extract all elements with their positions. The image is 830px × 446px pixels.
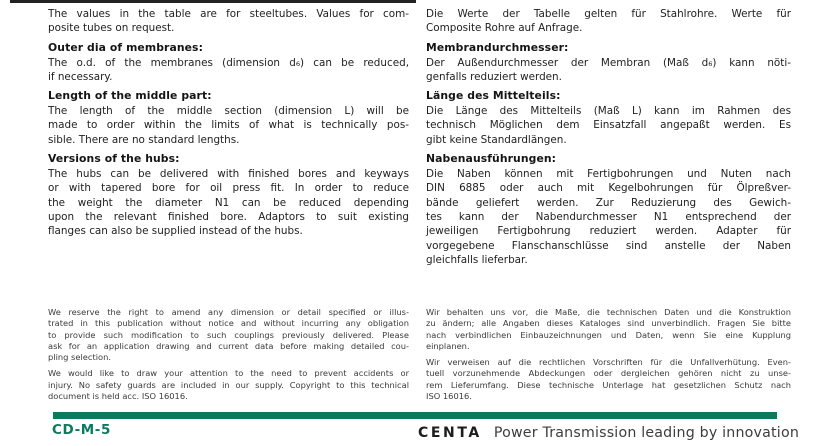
text-line: We reserve the right to amend any dimension or detail specified or illus- — [48, 307, 409, 317]
centa-logo: CENTA — [418, 425, 482, 441]
section-heading: Nabenausführungen: — [426, 152, 557, 166]
text-line: flanges can also be supplied instead of the hubs. — [48, 225, 303, 238]
paragraph — [426, 307, 791, 352]
text-line: pling selection. — [48, 352, 111, 363]
paragraph — [426, 167, 791, 267]
text-line: to provide such modification to such couplings previously delivered. Please — [48, 329, 409, 340]
text-line: DIN 6885 oder auch mit Kegelbohrungen für Ölpreßver- — [426, 182, 791, 195]
text-line: We would like to draw your attention to the need to prevent accidents or — [48, 368, 409, 379]
section-heading: Outer dia of membranes: — [48, 40, 203, 54]
text-line: zu ändern; alle Angaben dieses Kataloges sind unverbindlich. Fragen Sie bitte — [426, 318, 791, 329]
text-line: injury. No safety guards are included in our supply. Copyright to this technical — [48, 379, 409, 390]
paragraph — [48, 56, 409, 85]
document-code: CD-M-5 — [52, 422, 111, 438]
text-line: trated in this publication without notice and without incurring any obligation — [48, 318, 409, 329]
text-line: upon the relevant finished bore. Adaptors to suit existing — [48, 210, 409, 223]
text-line: Der Außendurchmesser der Membran (Maß d₆) kann nöti- — [426, 56, 791, 69]
paragraph — [48, 7, 409, 36]
text-line: The values in the table are for steeltubes. Values for com- — [48, 8, 409, 20]
text-line: bände geliefert werden. Zur Reduzierung des Gewich- — [426, 196, 791, 209]
text-line: ISO 16016. — [426, 391, 472, 402]
paragraph — [48, 104, 409, 147]
text-line: The length of the middle section (dimension L) will be — [48, 105, 409, 118]
brand-tagline: Power Transmission leading by innovation — [493, 425, 800, 441]
text-line: vorgegebene Flanschanschlüsse sind anstelle der Naben — [426, 239, 791, 252]
english-fine-print — [48, 307, 409, 407]
text-line: the weight the diameter N1 can be reduced depending — [48, 196, 409, 209]
section-heading: Membrandurchmesser: — [426, 40, 569, 54]
section-heading: Length of the middle part: — [48, 89, 212, 103]
fine-print-area — [48, 307, 791, 407]
german-column — [426, 7, 791, 271]
cropped-table-border — [10, 0, 416, 3]
paragraph — [426, 104, 791, 147]
section-heading: Länge des Mittelteils: — [426, 89, 561, 103]
paragraph — [426, 56, 791, 85]
text-line: document is held acc. ISO 16016. — [48, 391, 188, 402]
text-line: if necessary. — [48, 70, 113, 83]
text-line: The hubs can be delivered with finished bores and keyways — [48, 168, 409, 181]
text-line: technisch Möglichen dem Einsatzfall angepaßt werden. Es — [426, 119, 791, 132]
footer-rule — [53, 412, 777, 419]
text-line: Composite Rohre auf Anfrage. — [426, 22, 583, 35]
text-line: ask for an application drawing and current data before making detailed cou- — [48, 340, 409, 351]
english-column — [48, 7, 409, 271]
text-line: sible. There are no standard lengths. — [48, 133, 240, 146]
text-line: gibt keine Standardlängen. — [426, 133, 567, 146]
main-text-area — [48, 7, 791, 271]
german-fine-print — [426, 307, 791, 407]
text-line: Wir verweisen auf die rechtlichen Vorschriften für die Unfallverhütung. Even- — [426, 357, 791, 368]
text-line: The o.d. of the membranes (dimension d₆) can be reduced, — [48, 56, 409, 69]
section-heading: Versions of the hubs: — [48, 152, 180, 166]
text-line: Die Werte der Tabelle gelten für Stahlrohre. Werte für — [426, 8, 791, 20]
text-line: tuell vorzunehmende Abdeckungen oder dergleichen gehören nicht zu unse- — [426, 368, 791, 379]
text-line: posite tubes on request. — [48, 22, 175, 35]
text-line: made to order within the limits of what is technically pos- — [48, 119, 409, 132]
text-line: Die Naben können mit Fertigbohrungen und Nuten nach — [426, 168, 791, 181]
text-line: or with tapered bore for oil press fit. In order to reduce — [48, 182, 409, 195]
paragraph — [48, 368, 409, 402]
brand-line — [418, 422, 800, 441]
text-line: einplanen. — [426, 340, 470, 351]
text-line: nach verbindlichen Einbauzeichnungen und Daten, wenn Sie eine Kupplung — [426, 329, 791, 340]
paragraph — [48, 167, 409, 238]
text-line: genfalls reduziert werden. — [426, 70, 562, 83]
text-line: gleichfalls lieferbar. — [426, 253, 528, 266]
paragraph — [426, 7, 791, 36]
text-line: Die Länge des Mittelteils (Maß L) kann im Rahmen des — [426, 105, 791, 118]
paragraph — [48, 307, 409, 363]
text-line: tes kann der Nabendurchmesser N1 entsprechend der — [426, 210, 791, 223]
paragraph — [426, 357, 791, 402]
text-line: rem Lieferumfang. Diese technische Unterlage hat gesetzlichen Schutz nach — [426, 379, 791, 390]
text-line: Wir behalten uns vor, die Maße, die technischen Daten und die Konstruktion — [426, 307, 791, 317]
text-line: jeweiligen Fertigbohrung reduziert werden. Adapter für — [426, 225, 791, 238]
